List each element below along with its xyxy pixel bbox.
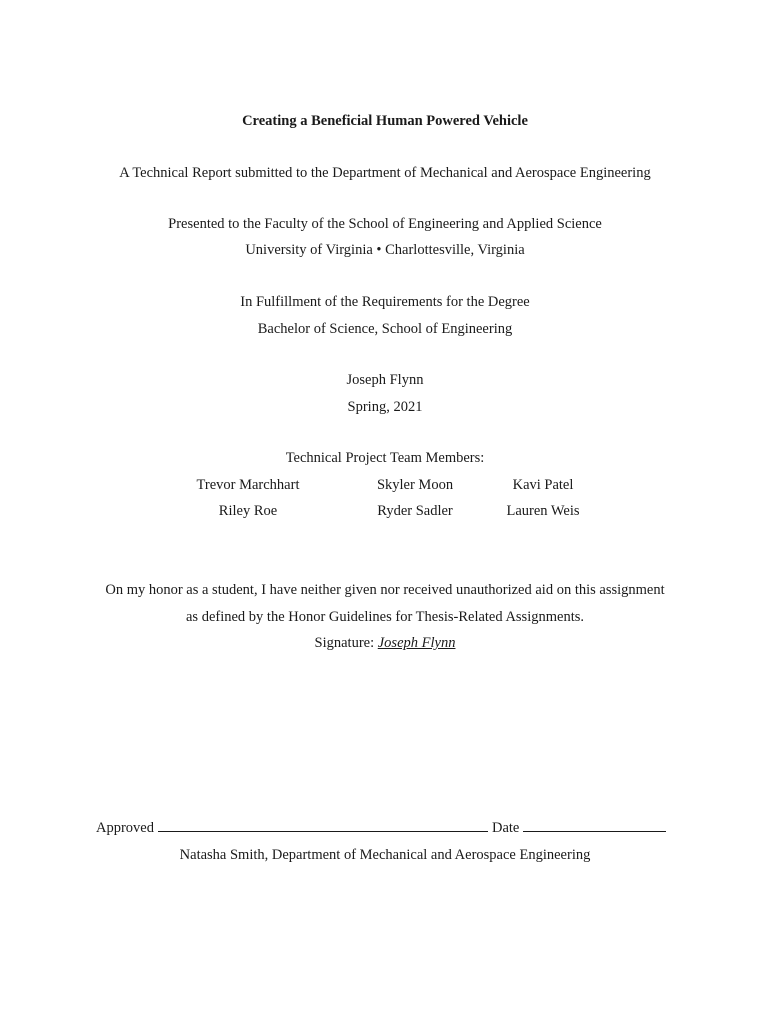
approver-name: Natasha Smith, Department of Mechanical and Aerospace Engineering	[179, 847, 591, 863]
report-title: Creating a Beneficial Human Powered Vehicle	[242, 113, 528, 129]
team-member: Lauren Weis	[506, 503, 580, 519]
team-member: Kavi Patel	[512, 477, 574, 493]
team-member: Ryder Sadler	[377, 503, 453, 519]
team-member: Skyler Moon	[376, 477, 454, 493]
approved-label: Approved	[96, 820, 154, 836]
date-rule	[523, 818, 666, 832]
team-row	[0, 502, 770, 520]
signature-name: Joseph Flynn	[377, 635, 456, 651]
team-member: Trevor Marchhart	[196, 477, 300, 493]
signature-label: Signature:	[314, 635, 375, 651]
presented-line-1: Presented to the Faculty of the School of Engineering and Applied Science	[168, 216, 602, 232]
signature-line	[0, 634, 770, 652]
approved-signature-rule	[158, 818, 488, 832]
approval-line	[96, 818, 666, 837]
fulfillment-line-1: In Fulfillment of the Requirements for the Degree	[240, 294, 530, 310]
team-row	[0, 476, 770, 494]
term: Spring, 2021	[347, 399, 423, 415]
honor-statement-line-1: On my honor as a student, I have neither given nor received unauthorized aid on this assignment	[105, 582, 665, 598]
fulfillment-line-2: Bachelor of Science, School of Engineering	[257, 321, 513, 337]
team-member: Riley Roe	[218, 503, 278, 519]
report-subtitle: A Technical Report submitted to the Department of Mechanical and Aerospace Engineering	[119, 165, 651, 181]
date-label: Date	[492, 820, 520, 836]
author-name: Joseph Flynn	[346, 372, 424, 388]
presented-line-2: University of Virginia • Charlottesville, Virginia	[245, 242, 525, 258]
honor-statement-line-2: as defined by the Honor Guidelines for Thesis-Related Assignments.	[185, 609, 584, 625]
team-heading: Technical Project Team Members:	[285, 450, 485, 466]
